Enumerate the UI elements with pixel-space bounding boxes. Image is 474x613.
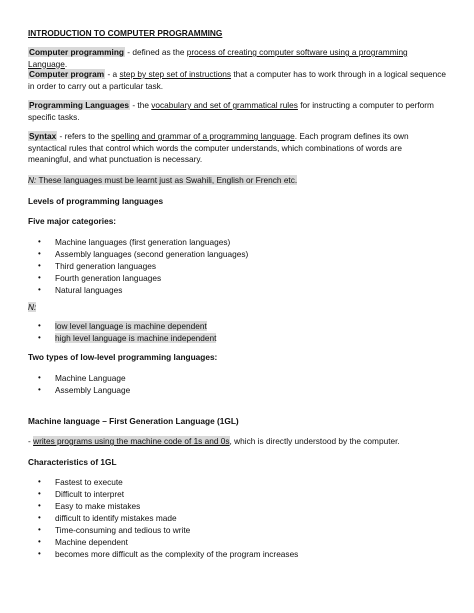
list-item: • Fastest to execute <box>28 476 298 488</box>
note-languages <box>28 175 446 187</box>
list-item: • difficult to identify mistakes made <box>28 512 298 524</box>
list-item: • Difficult to interpret <box>28 488 298 500</box>
ml-description-highlight: writes programs using the machine code of 1s and 0s <box>33 436 230 446</box>
list-item: • Easy to make mistakes <box>28 500 298 512</box>
list-item: • Machine Language <box>28 372 130 384</box>
list-item: • Time-consuming and tedious to write <box>28 524 298 536</box>
page-title: INTRODUCTION TO COMPUTER PROGRAMMING <box>28 28 223 38</box>
ml-heading: Machine language – First Generation Language (1GL) <box>28 416 239 426</box>
char-list <box>28 476 298 560</box>
list-item: • Fourth generation languages <box>28 272 248 284</box>
list-item: • Natural languages <box>28 284 248 296</box>
lowlevel-list <box>28 372 130 396</box>
note-2-list <box>28 320 216 344</box>
list-item: • becomes more difficult as the complexity of the program increases <box>28 548 298 560</box>
note-label: N: <box>28 175 37 185</box>
note-2-label: N: <box>28 302 37 312</box>
list-item: • Assembly languages (second generation languages) <box>28 248 248 260</box>
list-item: • high level language is machine independent <box>28 332 216 344</box>
levels-heading: Levels of programming languages <box>28 196 164 206</box>
categories-list <box>28 236 248 296</box>
term: Programming Languages <box>29 100 130 110</box>
categories-heading: Five major categories: <box>28 216 117 226</box>
definition-programming-languages: Programming Languages - the vocabulary and set of grammatical rules for instructing a computer to perform specific tasks. <box>28 100 434 122</box>
definition-computer-program: Computer program - a step by step set of instructions that a computer has to work through in a logical sequence in order to carry out a particular task. <box>28 69 446 91</box>
definition-syntax: Syntax - refers to the spelling and grammar of a programming language. Each program defines its own syntactical rules that control which words the computer understands, which combinations of words are meaningful, and what punctuation is necessary. <box>28 131 409 165</box>
list-item: • Assembly Language <box>28 384 130 396</box>
list-item: • Third generation languages <box>28 260 248 272</box>
lowlevel-heading: Two types of low-level programming languages: <box>28 352 218 362</box>
list-item: • low level language is machine dependent <box>28 320 216 332</box>
definition-computer-programming: Computer programming - defined as the process of creating computer software using a programming Language. <box>28 47 408 69</box>
char-heading: Characteristics of 1GL <box>28 457 117 467</box>
term: Computer program <box>29 69 105 79</box>
term: Syntax <box>29 131 57 141</box>
term: Computer programming <box>29 47 124 57</box>
list-item: • Machine languages (first generation languages) <box>28 236 248 248</box>
list-item: • Machine dependent <box>28 536 298 548</box>
ml-description: - writes programs using the machine code of 1s and 0s, which is directly understood by the computer. <box>28 436 400 446</box>
note-text: These languages must be learnt just as Swahili, English or French etc. <box>36 175 298 185</box>
